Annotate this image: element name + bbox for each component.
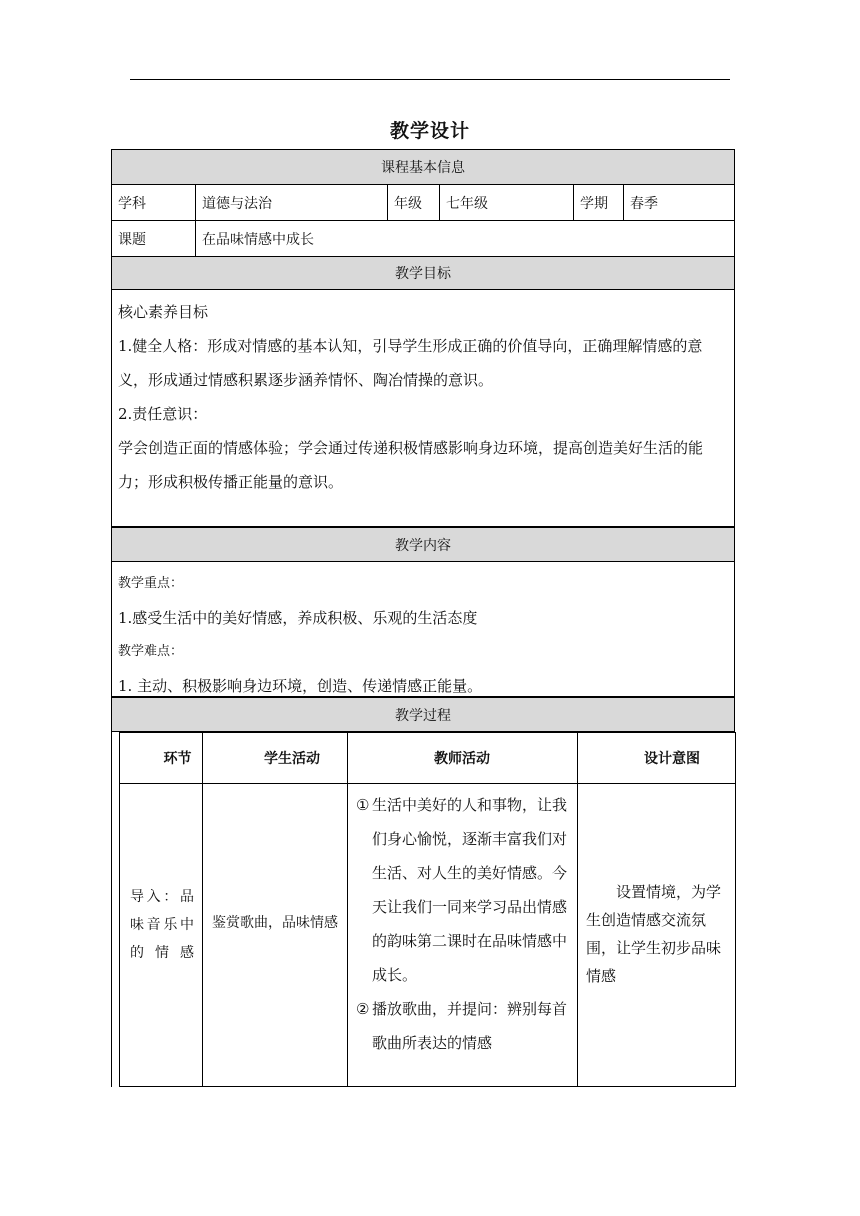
column-divider	[577, 733, 578, 1086]
teacher-activity-cell	[356, 788, 572, 1060]
goals-heading	[111, 256, 735, 290]
header-divider	[120, 783, 735, 784]
term-value: 春季	[630, 195, 658, 212]
step-text: 生活中美好的人和事物，让我们身心愉悦，逐渐丰富我们对生活、对人生的美好情感。今天让我们一同来学习品出情感的韵味第二课时在品味情感中成长。	[372, 796, 568, 984]
header-rule	[130, 79, 730, 80]
column-divider	[202, 733, 203, 1086]
key-point-label: 教学重点：	[118, 576, 184, 591]
goal-item-2-label: 2.责任意识：	[118, 405, 208, 423]
step-number: ②	[356, 1000, 370, 1018]
document-title: 教学设计	[389, 120, 470, 142]
col-header-stage: 环节	[163, 751, 192, 767]
goal-item-1: 1.健全人格：形成对情感的基本认知，引导学生形成正确的价值导向，正确理解情感的意义，形成通过情感积累逐步涵养情怀、陶冶情操的意识。	[118, 337, 703, 389]
subject-label: 学科	[112, 185, 196, 220]
col-header-student: 学生活动	[264, 751, 320, 767]
core-goal-label: 核心素养目标	[118, 303, 209, 321]
basic-info-row-2	[111, 221, 735, 257]
goal-item-2: 学会创造正面的情感体验；学会通过传递积极情感影响身边环境，提高创造美好生活的能力；形成积极传播正能量的意识。	[118, 439, 704, 491]
goals-heading-text: 教学目标	[395, 266, 451, 282]
content-heading	[111, 527, 735, 562]
col-header-intent: 设计意图	[644, 751, 700, 767]
difficult-point-label: 教学难点：	[118, 644, 184, 659]
column-divider	[347, 733, 348, 1086]
grade-label: 年级	[388, 185, 440, 220]
process-heading-text: 教学过程	[395, 707, 451, 724]
term-label: 学期	[574, 185, 624, 220]
subject-value: 道德与法治	[196, 185, 388, 220]
basic-info-heading-text: 课程基本信息	[381, 160, 465, 176]
step-text: 播放歌曲，并提问：辨别每首歌曲所表达的情感	[372, 1000, 568, 1052]
design-intent-cell: 设置情境，为学生创造情感交流氛围，让学生初步品味情感	[586, 883, 722, 985]
teacher-step-2	[356, 992, 572, 1060]
topic-label: 课题	[112, 221, 196, 256]
grade-value: 七年级	[440, 185, 574, 220]
stage-cell: 导入：品味音乐中的情感	[130, 889, 194, 961]
key-point-item: 1.感受生活中的美好情感，养成积极、乐观的生活态度	[118, 609, 478, 627]
content-body	[111, 561, 735, 697]
goals-body	[111, 289, 735, 527]
col-header-teacher: 教师活动	[434, 751, 490, 767]
teacher-step-1	[356, 788, 572, 992]
step-number: ①	[356, 796, 370, 814]
process-heading	[111, 697, 735, 732]
topic-value: 在品味情感中成长	[202, 231, 314, 248]
student-activity-cell: 鉴赏歌曲，品味情感	[212, 915, 338, 931]
process-table	[119, 732, 736, 1087]
basic-info-heading	[111, 149, 735, 185]
content-heading-text: 教学内容	[395, 537, 451, 554]
basic-info-row-1	[111, 185, 735, 221]
difficult-point-item: 1. 主动、积极影响身边环境，创造、传递情感正能量。	[118, 677, 483, 695]
